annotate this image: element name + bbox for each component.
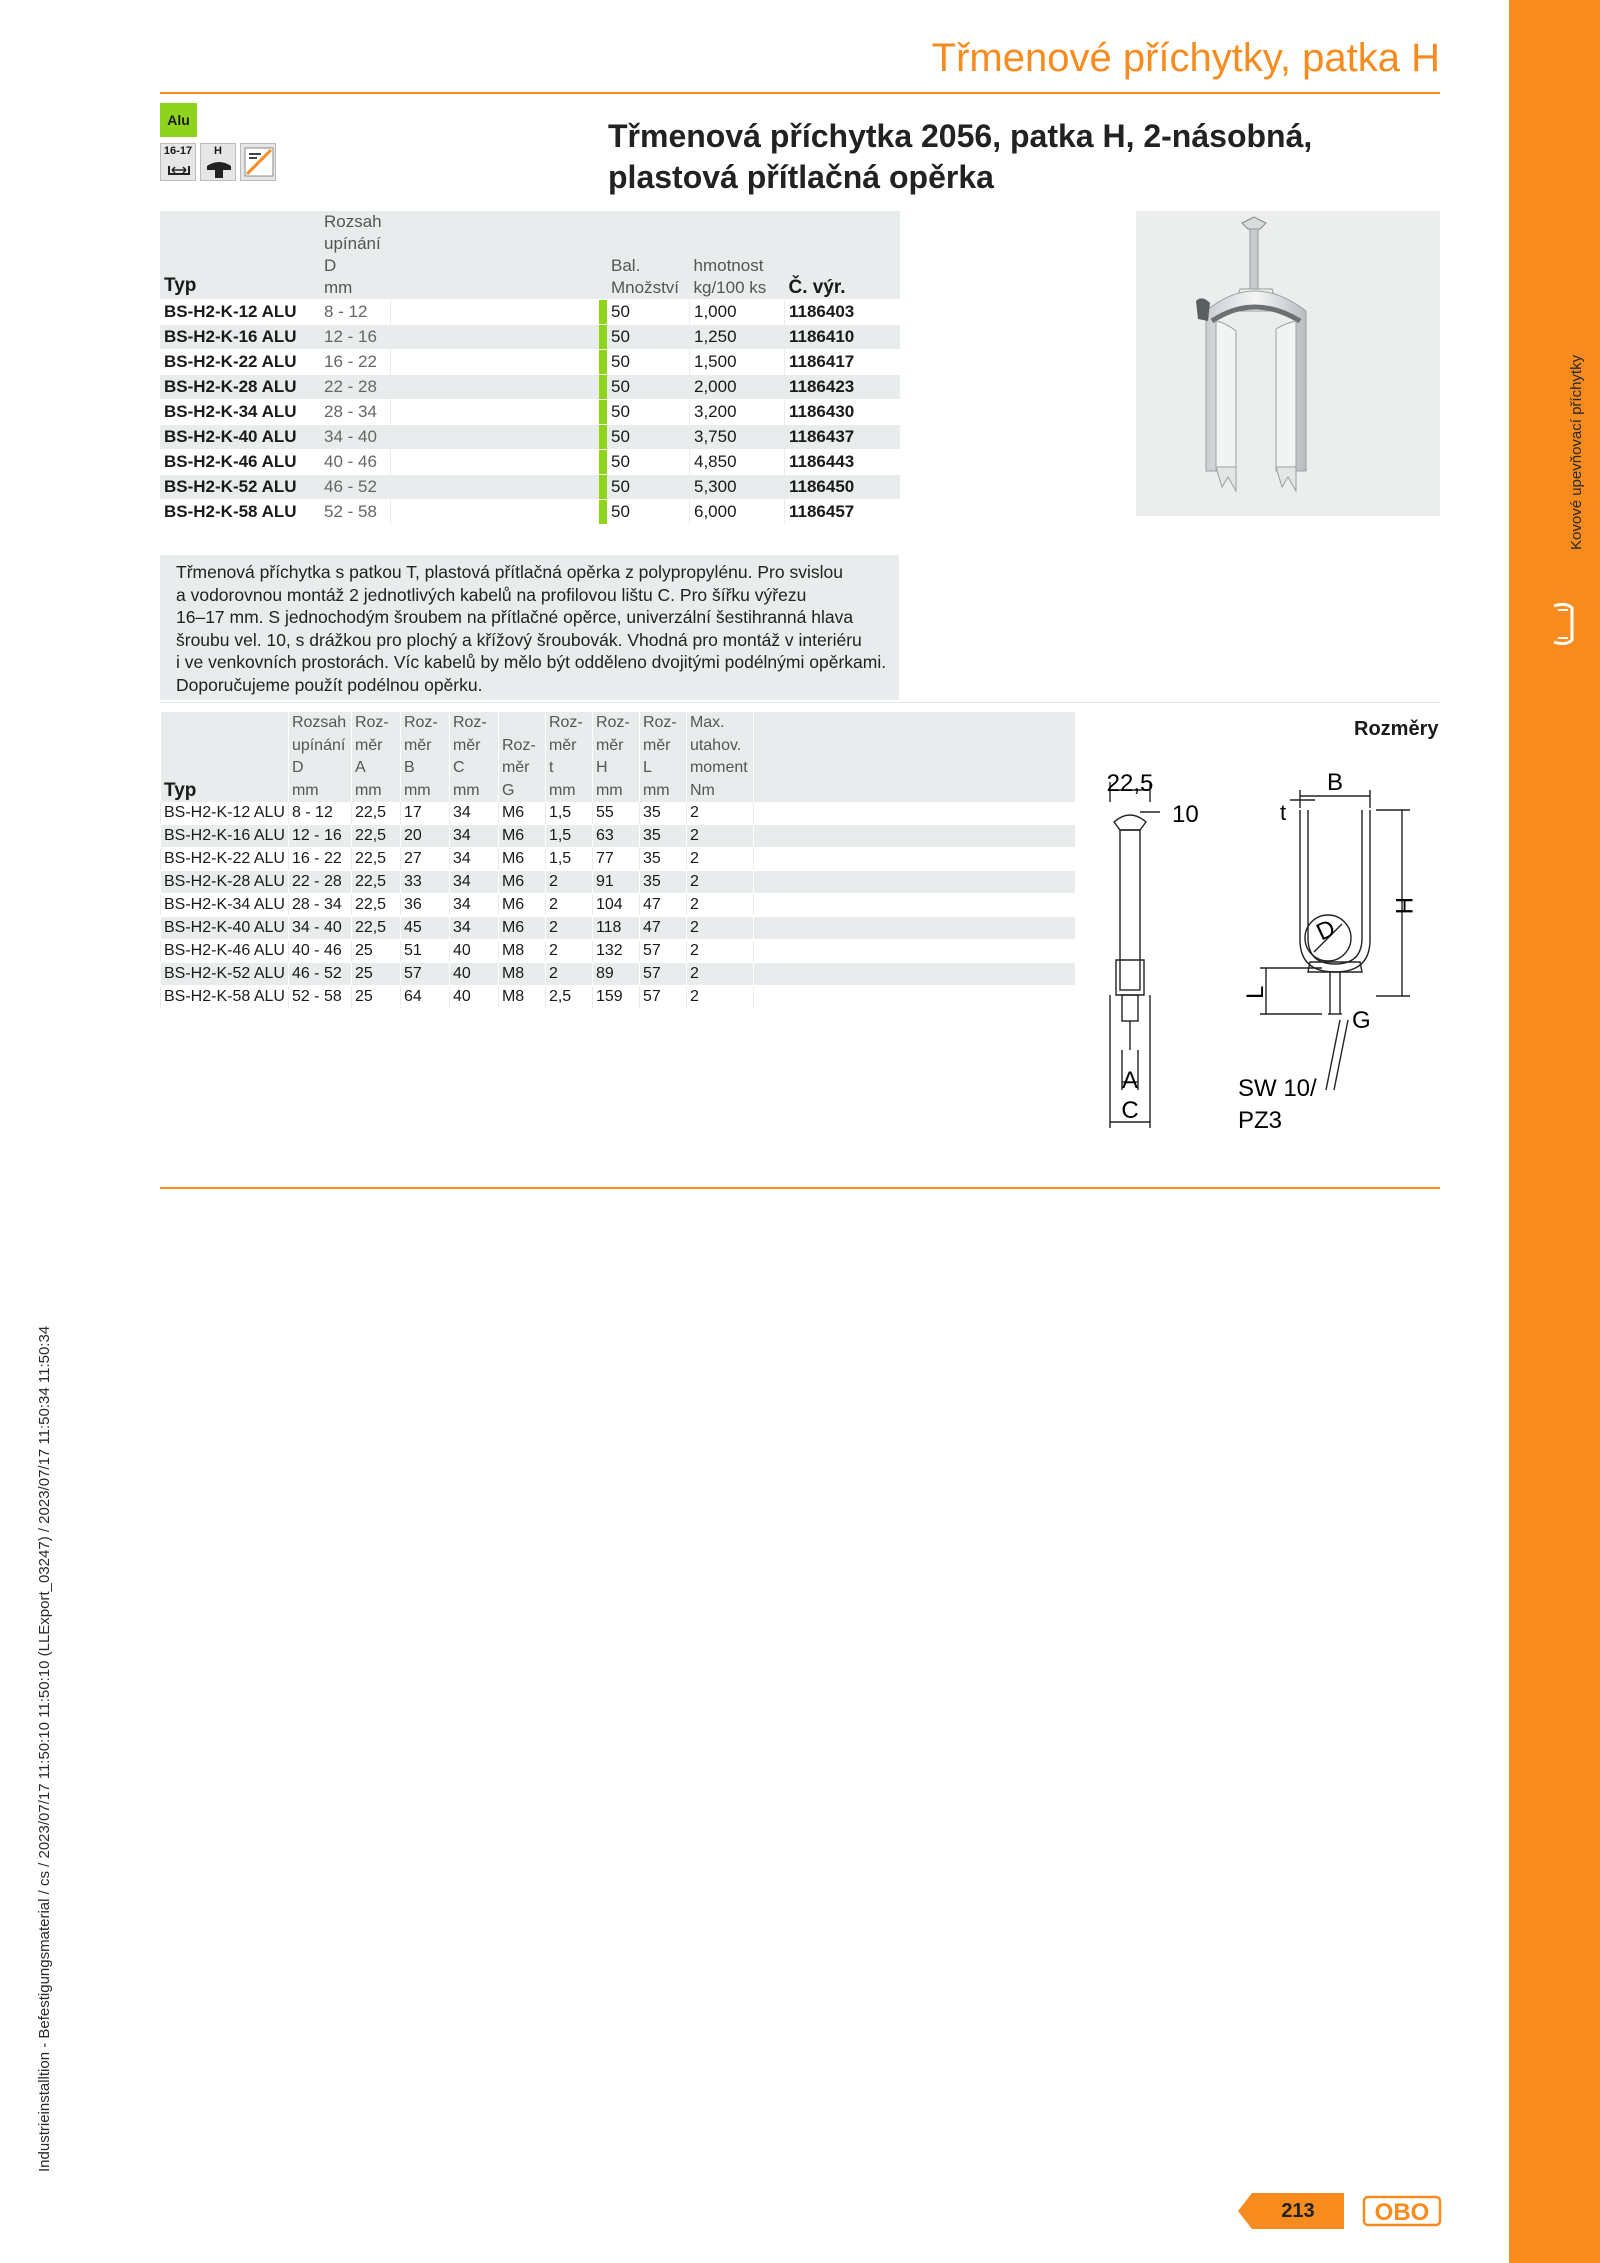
cell-value: 89 <box>592 963 639 986</box>
dim-label-22-5: 22,5 <box>1106 770 1154 797</box>
cell-type: BS-H2-K-58 ALU <box>160 500 320 525</box>
cell-value: 2 <box>686 894 753 917</box>
cell-value: 34 <box>449 917 498 940</box>
cell-value: 17 <box>400 802 449 825</box>
cell-type: BS-H2-K-16 ALU <box>160 325 320 350</box>
cell-value: 57 <box>639 963 686 986</box>
cell-value: 34 <box>449 825 498 848</box>
cell-value: 35 <box>639 825 686 848</box>
cell-value: 40 - 46 <box>288 940 351 963</box>
cell-range: 8 - 12 <box>320 300 391 325</box>
cell-weight: 1,250 <box>690 325 785 350</box>
cell-qty: 50 <box>607 475 690 500</box>
cell-value: 57 <box>639 986 686 1009</box>
cell-article: 1186410 <box>785 325 901 350</box>
header-col-1: Rozsah upínání D mm <box>288 712 351 802</box>
cell-value: 12 - 16 <box>288 825 351 848</box>
header-range: Rozsah upínání D mm <box>320 211 391 300</box>
cell-article: 1186417 <box>785 350 901 375</box>
cell-type: BS-H2-K-46 ALU <box>161 940 289 963</box>
header-divider <box>160 92 1440 94</box>
cell-value: 35 <box>639 848 686 871</box>
dim-label-d: D <box>1312 914 1340 947</box>
cell-value: 2 <box>545 894 592 917</box>
dim-label-a: A <box>1121 1067 1139 1094</box>
cell-value: 1,5 <box>545 825 592 848</box>
clip-icon <box>1548 600 1578 650</box>
cell-type: BS-H2-K-40 ALU <box>161 917 289 940</box>
table-row <box>161 963 1076 986</box>
cell-value: 47 <box>639 917 686 940</box>
cell-value: 1,5 <box>545 802 592 825</box>
table-row <box>161 848 1076 871</box>
cell-type: BS-H2-K-34 ALU <box>160 400 320 425</box>
cell-value: M6 <box>498 894 545 917</box>
cell-spacer <box>391 475 600 500</box>
dimension-drawing <box>1100 760 1440 1160</box>
header-qty: Bal. Množství <box>607 211 690 300</box>
cell-spacer <box>391 375 600 400</box>
cell-qty: 50 <box>607 400 690 425</box>
order-table <box>160 211 900 524</box>
section-divider <box>160 702 1440 703</box>
cell-type: BS-H2-K-52 ALU <box>160 475 320 500</box>
header-col-5: Roz- měr G <box>498 712 545 802</box>
product-photo <box>1136 211 1440 516</box>
header-col-7: Roz- měr H mm <box>592 712 639 802</box>
dimensions-table-header <box>161 712 1076 802</box>
cell-value: M6 <box>498 825 545 848</box>
dim-label-10: 10 <box>1172 801 1199 828</box>
print-meta: Industrieinstalltion - Befestigungsmaterial / cs / 2023/07/17 11:50:10 11:50:10 (LLExport_03247) / 2023/07/17 11:50:34 11:50:34 <box>36 1325 53 2172</box>
cell-value: 34 <box>449 802 498 825</box>
table-row <box>161 986 1076 1009</box>
obo-logo <box>1362 2193 1442 2229</box>
material-badge: Alu <box>160 103 197 137</box>
cell-value: 57 <box>639 940 686 963</box>
cell-value: 22 - 28 <box>288 871 351 894</box>
table-row <box>161 825 1076 848</box>
order-table-header <box>160 211 900 300</box>
table-row <box>160 500 900 525</box>
dim-label-sw: SW 10/ <box>1238 1075 1317 1102</box>
cell-value: 34 - 40 <box>288 917 351 940</box>
dim-label-g: G <box>1352 1007 1371 1034</box>
cell-spacer <box>391 450 600 475</box>
cell-article: 1186457 <box>785 500 901 525</box>
cell-value: 34 <box>449 848 498 871</box>
cell-value: 8 - 12 <box>288 802 351 825</box>
cell-value: 34 <box>449 871 498 894</box>
cell-value: 22,5 <box>351 802 400 825</box>
cell-value: 63 <box>592 825 639 848</box>
table-row <box>161 917 1076 940</box>
table-row <box>160 400 900 425</box>
cell-weight: 3,750 <box>690 425 785 450</box>
table-row <box>160 325 900 350</box>
feature-icons <box>160 143 276 183</box>
cell-weight: 1,000 <box>690 300 785 325</box>
cell-spacer <box>391 325 600 350</box>
cell-range: 22 - 28 <box>320 375 391 400</box>
cell-value: M8 <box>498 986 545 1009</box>
cell-range: 46 - 52 <box>320 475 391 500</box>
product-title: Třmenová příchytka 2056, patka H, 2-násobná, plastová přítlačná opěrka <box>608 118 1313 195</box>
cell-type: BS-H2-K-12 ALU <box>160 300 320 325</box>
halogen-free-icon <box>240 143 276 181</box>
dim-label-l: L <box>1242 985 1269 999</box>
cell-type: BS-H2-K-28 ALU <box>160 375 320 400</box>
header-weight: hmotnost kg/100 ks <box>690 211 785 300</box>
cell-weight: 6,000 <box>690 500 785 525</box>
table-row <box>160 375 900 400</box>
header-col-2: Roz- měr A mm <box>351 712 400 802</box>
cell-weight: 1,500 <box>690 350 785 375</box>
header-col-8: Roz- měr L mm <box>639 712 686 802</box>
cell-value: 40 <box>449 940 498 963</box>
cell-value: 1,5 <box>545 848 592 871</box>
cell-value: 2 <box>686 940 753 963</box>
cell-value: 25 <box>351 986 400 1009</box>
header-col-0: Typ <box>161 712 289 802</box>
cell-type: BS-H2-K-40 ALU <box>160 425 320 450</box>
cell-value: 118 <box>592 917 639 940</box>
availability-marker <box>599 325 607 350</box>
cell-value: 77 <box>592 848 639 871</box>
header-col-6: Roz- měr t mm <box>545 712 592 802</box>
cell-value: 52 - 58 <box>288 986 351 1009</box>
cell-type: BS-H2-K-58 ALU <box>161 986 289 1009</box>
dim-label-b: B <box>1326 769 1344 796</box>
table-row <box>160 475 900 500</box>
cell-weight: 3,200 <box>690 400 785 425</box>
availability-marker <box>599 400 607 425</box>
cell-value: 22,5 <box>351 894 400 917</box>
header-article: Č. výr. <box>785 211 901 300</box>
cell-value: M8 <box>498 963 545 986</box>
cell-value: 2 <box>686 917 753 940</box>
cell-spacer <box>391 500 600 525</box>
dim-label-c: C <box>1121 1097 1139 1124</box>
cell-value: 36 <box>400 894 449 917</box>
cell-weight: 2,000 <box>690 375 785 400</box>
cell-value: 33 <box>400 871 449 894</box>
cell-qty: 50 <box>607 325 690 350</box>
table-row <box>161 940 1076 963</box>
availability-marker <box>599 300 607 325</box>
cell-value: 45 <box>400 917 449 940</box>
cell-value: M6 <box>498 802 545 825</box>
cell-qty: 50 <box>607 350 690 375</box>
cell-value: 55 <box>592 802 639 825</box>
cell-qty: 50 <box>607 500 690 525</box>
cell-value: 34 <box>449 894 498 917</box>
cell-value: 2 <box>545 940 592 963</box>
cell-value: 22,5 <box>351 848 400 871</box>
cell-value: 2 <box>686 848 753 871</box>
dim-label-t: t <box>1280 800 1287 825</box>
cell-value: 104 <box>592 894 639 917</box>
h-foot-icon: H <box>200 143 236 181</box>
cell-value: 46 - 52 <box>288 963 351 986</box>
cell-value: 25 <box>351 940 400 963</box>
availability-marker <box>599 500 607 525</box>
cell-value: 22,5 <box>351 917 400 940</box>
sidebar-label: Kovové upevňovací příchytky <box>1568 354 1585 550</box>
cell-value: 57 <box>400 963 449 986</box>
cell-value: 64 <box>400 986 449 1009</box>
dimensions-table <box>160 712 1075 1009</box>
cell-article: 1186443 <box>785 450 901 475</box>
cell-value: 2 <box>545 917 592 940</box>
header-col-3: Roz- měr B mm <box>400 712 449 802</box>
table-row <box>160 350 900 375</box>
availability-marker <box>599 350 607 375</box>
cell-value: 35 <box>639 802 686 825</box>
cell-value: M6 <box>498 871 545 894</box>
table-row <box>161 871 1076 894</box>
cell-value: M8 <box>498 940 545 963</box>
availability-marker <box>599 375 607 400</box>
cell-value: 28 - 34 <box>288 894 351 917</box>
cell-type: BS-H2-K-46 ALU <box>160 450 320 475</box>
cell-value: 27 <box>400 848 449 871</box>
cell-value: 2 <box>545 871 592 894</box>
cell-value: 47 <box>639 894 686 917</box>
cell-value: 40 <box>449 986 498 1009</box>
cell-spacer <box>391 425 600 450</box>
cell-qty: 50 <box>607 425 690 450</box>
dimensions-heading: Rozměry <box>1354 718 1439 740</box>
table-row <box>160 300 900 325</box>
svg-text:OBO: OBO <box>1374 2199 1430 2226</box>
cell-value: M6 <box>498 848 545 871</box>
cell-value: 2,5 <box>545 986 592 1009</box>
header-col-9: Max. utahov. moment Nm <box>686 712 753 802</box>
cell-value: 2 <box>686 986 753 1009</box>
cell-value: 25 <box>351 963 400 986</box>
cell-type: BS-H2-K-12 ALU <box>161 802 289 825</box>
cell-qty: 50 <box>607 300 690 325</box>
cell-type: BS-H2-K-16 ALU <box>161 825 289 848</box>
cell-spacer <box>391 300 600 325</box>
cell-type: BS-H2-K-22 ALU <box>160 350 320 375</box>
cell-value: 20 <box>400 825 449 848</box>
availability-marker <box>599 475 607 500</box>
cell-value: 22,5 <box>351 825 400 848</box>
cell-article: 1186423 <box>785 375 901 400</box>
page-title: Třmenové příchytky, patka H <box>931 36 1440 80</box>
table-row <box>160 450 900 475</box>
dim-label-pz: PZ3 <box>1238 1107 1283 1134</box>
cell-range: 28 - 34 <box>320 400 391 425</box>
cell-range: 12 - 16 <box>320 325 391 350</box>
cell-value: 132 <box>592 940 639 963</box>
table-row <box>160 425 900 450</box>
cell-value: 2 <box>686 825 753 848</box>
cell-article: 1186450 <box>785 475 901 500</box>
cell-range: 52 - 58 <box>320 500 391 525</box>
cell-qty: 50 <box>607 450 690 475</box>
table-row <box>161 894 1076 917</box>
cell-type: BS-H2-K-22 ALU <box>161 848 289 871</box>
cell-value: 40 <box>449 963 498 986</box>
cell-range: 34 - 40 <box>320 425 391 450</box>
cell-value: 159 <box>592 986 639 1009</box>
cell-value: 2 <box>686 802 753 825</box>
cell-value: 2 <box>686 963 753 986</box>
cell-value: 16 - 22 <box>288 848 351 871</box>
range-16-17-icon: 16-17 <box>160 143 196 181</box>
cell-weight: 5,300 <box>690 475 785 500</box>
cell-spacer <box>391 350 600 375</box>
cell-type: BS-H2-K-28 ALU <box>161 871 289 894</box>
table-row <box>161 802 1076 825</box>
cell-value: 22,5 <box>351 871 400 894</box>
cell-value: 2 <box>545 963 592 986</box>
cell-type: BS-H2-K-52 ALU <box>161 963 289 986</box>
cell-range: 40 - 46 <box>320 450 391 475</box>
header-col-4: Roz- měr C mm <box>449 712 498 802</box>
header-type: Typ <box>160 211 320 300</box>
cell-value: 2 <box>686 871 753 894</box>
cell-article: 1186403 <box>785 300 901 325</box>
product-description: Třmenová příchytka s patkou T, plastová přítlačná opěrka z polypropylénu. Pro svislou a vodorovnou montáž 2 jednotlivých kabelů na profilovou lištu C. Pro šířku výřezu 16–17 mm. S jednochodým šroubem na přítlačné opěrce, univerzální šestihranná hlava šroubu vel. 10, s drážkou pro plochý a křížový šroubovák. Vhodná pro montáž v interiéru i ve venkovních prostorách. Víc kabelů by mělo být odděleno dvojitými podélnými opěrkami. Doporučujeme použít podélnou opěrku. <box>160 555 899 700</box>
cell-range: 16 - 22 <box>320 350 391 375</box>
cell-article: 1186430 <box>785 400 901 425</box>
cell-weight: 4,850 <box>690 450 785 475</box>
cell-value: 35 <box>639 871 686 894</box>
availability-marker <box>599 425 607 450</box>
cell-value: 51 <box>400 940 449 963</box>
cell-value: 91 <box>592 871 639 894</box>
cell-spacer <box>391 400 600 425</box>
availability-marker <box>599 450 607 475</box>
cell-value: M6 <box>498 917 545 940</box>
cell-article: 1186437 <box>785 425 901 450</box>
cell-qty: 50 <box>607 375 690 400</box>
cell-type: BS-H2-K-34 ALU <box>161 894 289 917</box>
dim-label-h: H <box>1390 897 1417 915</box>
content-bottom-divider <box>160 1187 1440 1189</box>
page-number: 213 <box>1238 2193 1344 2229</box>
